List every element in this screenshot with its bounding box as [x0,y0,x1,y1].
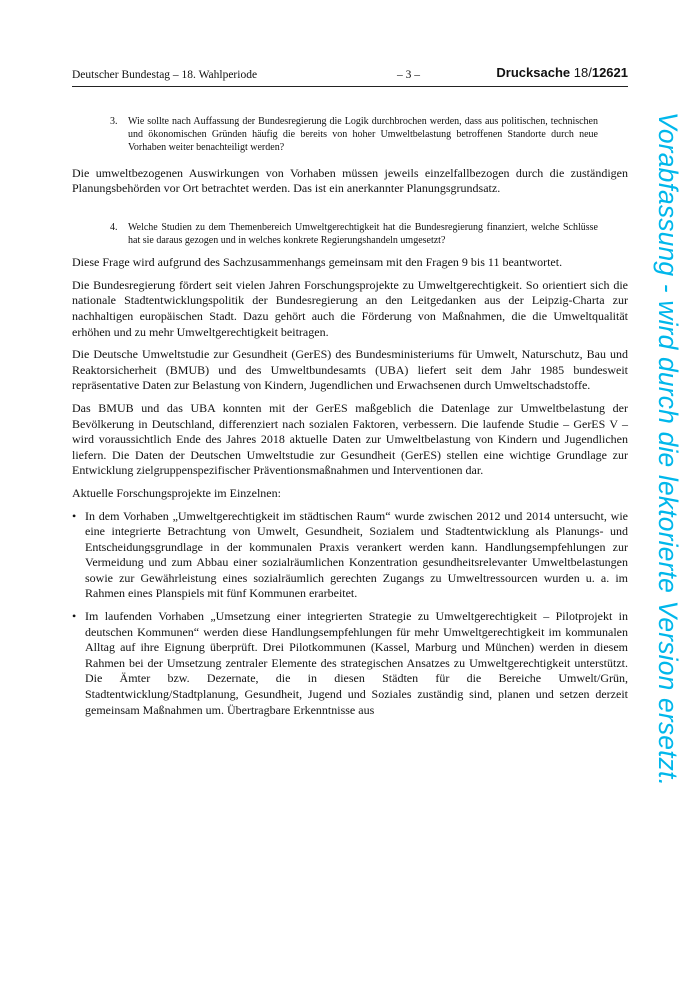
question-number: 3. [110,116,118,127]
page-content [72,115,628,725]
header-drucksache [496,66,628,80]
bullet-icon: • [72,609,77,624]
question-number: 4. [110,221,118,233]
watermark-text: Vorabfassung - wird durch die lektorierte Version ersetzt. [653,112,683,787]
list-item [72,509,628,603]
drucksache-number: 12621 [591,65,628,80]
drucksache-label: Drucksache [496,65,571,80]
list-item-text: Im laufenden Vorhaben „Umsetzung einer integrierten Strategie zu Umweltgerechtigkeit – Pilotprojekt in deutschen Kommunen“ werden diese Handlungsempfehlungen für mehr Umweltgerechtigkeit im kommunalen Alltag auf ihre Eignung überprüft. Drei Pilotkommunen (Kassel, Marburg und München) werden in diesem Rahmen bei der Umsetzung zentraler Elemente des strategischen Ansatzes zu Umweltgerechtigkeit unterstützt. Die Ämter bzw. Dezernate, die in diesen Städten für die Bereiche Umwelt/Grün, Stadtentwicklung/Stadtplanung, Gesundheit, Jugend und Soziales zuständig sind, planen und setzen derzeit gemeinsam Maßnahmen um. Übertragbare Erkenntnisse aus [85,609,628,717]
question-4 [110,221,598,247]
question-3 [110,115,598,155]
list-item-text: In dem Vorhaben „Umweltgerechtigkeit im städtischen Raum“ wurde zwischen 2012 und 2014 untersucht, wie eine integrierte Betrachtung von Umwelt, Gesundheit, Sozialem und Stadtentwicklung als Planungs- und Entscheidungsgrundlage in der kommunalen Praxis verankert werden kann. Handlungsempfehlungen zur Vermeidung und zum Abbau einer sozialräumlichen Konzentration gesundheitsrelevanter Umweltbelastungen sowie zur Gewährleistung eines sozialräumlich gerechten Zugangs zu Umweltressourcen wurden u. a. im Rahmen eines Planspiels mit fünf Kommunen erarbeitet. [85,508,628,601]
list-item [72,609,628,718]
paragraph: Die Deutsche Umweltstudie zur Gesundheit (GerES) des Bundesministeriums für Umwelt, Naturschutz, Bau und Reaktorsicherheit (BMUB) und des Umweltbundesamts (UBA) liefert seit dem Jahr 1985 bundesweit repräsentative Daten zur Belastung von Kindern, Jugendlichen und Erwachsenen durch Umweltschadstoffe. [72,347,628,393]
header-page-number: – 3 – [397,69,420,81]
project-list [72,509,628,719]
question-text: Wie sollte nach Auffassung der Bundesregierung die Logik durchbrochen werden, dass aus politischen, technischen und ökonomischen Gründen häufig die bereits von hoher Umweltbelastung betroffenen Standorte durch neue Vorhaben weiter benachteiligt werden? [128,116,598,154]
question-text: Welche Studien zu dem Themenbereich Umweltgerechtigkeit hat die Bundesregierung finanziert, welche Schlüsse hat sie daraus gezogen und in welches konkrete Regierungshandeln umgesetzt? [128,221,598,246]
paragraph: Das BMUB und das UBA konnten mit der GerES maßgeblich die Datenlage zur Umweltbelastung der Bevölkerung in Deutschland, differenziert nach sozialen Faktoren, verbessern. Die laufende Studie – GerES V – wird voraussichtlich Ende des Jahres 2018 aktuelle Daten zur Umweltbelastung von Kindern und Jugendlichen liefern. Die Daten der Deutschen Umweltstudie zur Gesundheit (GerES) stellen eine wichtige Grundlage zur Entwicklung zielgruppenspezifischer Präventionsmaßnahmen und Interventionen dar. [72,400,628,478]
paragraph: Die Bundesregierung fördert seit vielen Jahren Forschungsprojekte zu Umweltgerechtigkeit. So orientiert sich die nationale Stadtentwicklungspolitik der Bundesregierung an den Leitgedanken aus der Leipzig-Charta zur nachhaltigen europäischen Stadt. Dazu gehört auch die Förderung von Maßnahmen, die die Umweltqualität erhöhen und zu mehr Umweltgerechtigkeit beitragen. [72,277,628,339]
paragraph: Aktuelle Forschungsprojekte im Einzelnen: [72,485,281,500]
paragraph: Diese Frage wird aufgrund des Sachzusammenhangs gemeinsam mit den Fragen 9 bis 11 beantwortet. [72,255,563,270]
bullet-icon: • [72,508,77,523]
watermark [648,112,688,902]
answer-3: Die umweltbezogenen Auswirkungen von Vorhaben müssen jeweils einzelfallbezogen durch die zuständigen Planungsbehörden vor Ort betrachtet werden. Das ist ein anerkannter Planungsgrundsatz. [72,165,628,196]
drucksache-prefix: 18/ [573,65,592,80]
header-parliament: Deutscher Bundestag – 18. Wahlperiode [72,69,258,81]
page-header [72,65,628,87]
